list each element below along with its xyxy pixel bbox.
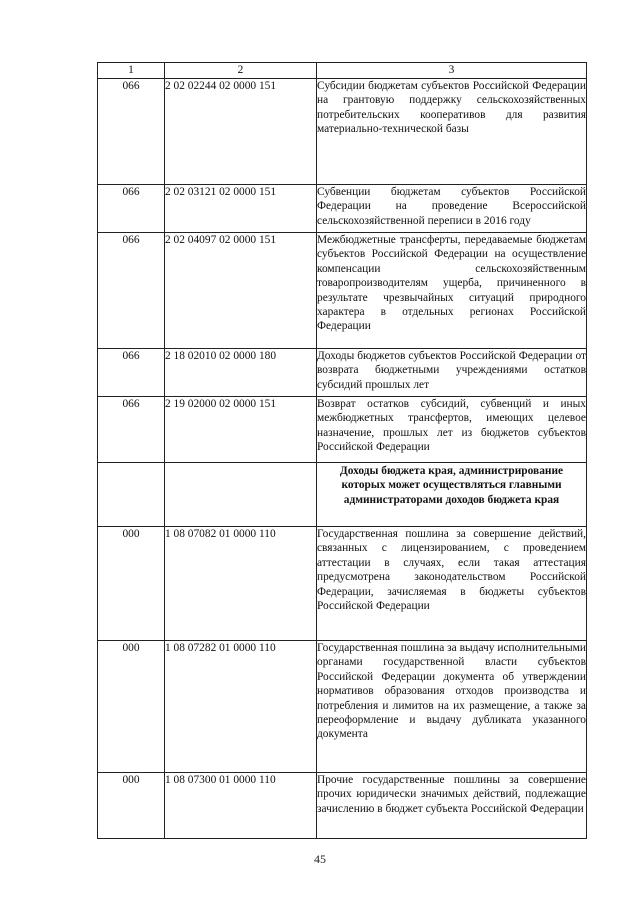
admin-code: 000 bbox=[98, 527, 165, 641]
admin-code: 066 bbox=[98, 397, 165, 463]
admin-code: 066 bbox=[98, 233, 165, 349]
revenue-description: Возврат остатков субсидий, субвенций и иных межбюджетных трансфертов, имеющих целевое назначение, прошлых лет из бюджетов субъектов Российской Федерации bbox=[317, 397, 587, 463]
table-row bbox=[98, 773, 587, 839]
header-col-1: 1 bbox=[98, 63, 165, 79]
table-row bbox=[98, 79, 587, 185]
admin-code: 000 bbox=[98, 773, 165, 839]
revenue-description: Межбюджетные трансферты, передаваемые бюджетам субъектов Российской Федерации на осуществление компенсации сельскохозяйственным товаропроизводителям ущерба, причиненного в результате чрезвычайных ситуаций природного характера в отдельных регионах Российской Федерации bbox=[317, 233, 587, 349]
budget-classification-code: 1 08 07282 01 0000 110 bbox=[165, 641, 317, 773]
revenue-description: Государственная пошлина за совершение действий, связанных с лицензированием, с проведением аттестации в случаях, если такая аттестация предусмотрена законодательством Российской Федерации, зачисляемая в бюджеты субъектов Российской Федерации bbox=[317, 527, 587, 641]
table-row bbox=[98, 641, 587, 773]
table-row bbox=[98, 527, 587, 641]
revenue-description: Субсидии бюджетам субъектов Российской Федерации на грантовую поддержку сельскохозяйственных потребительских кооперативов для развития материально-технической базы bbox=[317, 79, 587, 185]
section-heading-row bbox=[98, 463, 587, 527]
revenue-description: Прочие государственные пошлины за совершение прочих юридически значимых действий, подлежащие зачислению в бюджет субъекта Российской Федерации bbox=[317, 773, 587, 839]
budget-classification-code: 2 02 02244 02 0000 151 bbox=[165, 79, 317, 185]
admin-code: 000 bbox=[98, 641, 165, 773]
revenue-table bbox=[97, 62, 587, 839]
revenue-description: Субвенции бюджетам субъектов Российской Федерации на проведение Всероссийской сельскохозяйственной переписи в 2016 году bbox=[317, 185, 587, 233]
admin-code: 066 bbox=[98, 349, 165, 397]
admin-code: 066 bbox=[98, 79, 165, 185]
header-col-3: 3 bbox=[317, 63, 587, 79]
admin-code: 066 bbox=[98, 185, 165, 233]
table-row bbox=[98, 349, 587, 397]
budget-classification-code: 1 08 07300 01 0000 110 bbox=[165, 773, 317, 839]
budget-classification-code: 2 19 02000 02 0000 151 bbox=[165, 397, 317, 463]
header-col-2: 2 bbox=[165, 63, 317, 79]
budget-classification-code: 2 02 03121 02 0000 151 bbox=[165, 185, 317, 233]
revenue-description: Государственная пошлина за выдачу исполнительными органами государственной власти субъектов Российской Федерации документа об утверждении нормативов образования отходов производства и потребления и лимитов на их размещение, а также за переоформление и выдачу дубликата указанного документа bbox=[317, 641, 587, 773]
revenue-description: Доходы бюджетов субъектов Российской Федерации от возврата бюджетными учреждениями остатков субсидий прошлых лет bbox=[317, 349, 587, 397]
budget-classification-code: 2 02 04097 02 0000 151 bbox=[165, 233, 317, 349]
budget-classification-code: 2 18 02010 02 0000 180 bbox=[165, 349, 317, 397]
section-heading: Доходы бюджета края, администрирование которых может осуществляться главными администраторами доходов бюджета края bbox=[317, 463, 587, 527]
budget-classification-code: 1 08 07082 01 0000 110 bbox=[165, 527, 317, 641]
table-row bbox=[98, 185, 587, 233]
table-row bbox=[98, 233, 587, 349]
table-row bbox=[98, 397, 587, 463]
page-number: 45 bbox=[314, 852, 326, 866]
table-header-row bbox=[98, 63, 587, 79]
